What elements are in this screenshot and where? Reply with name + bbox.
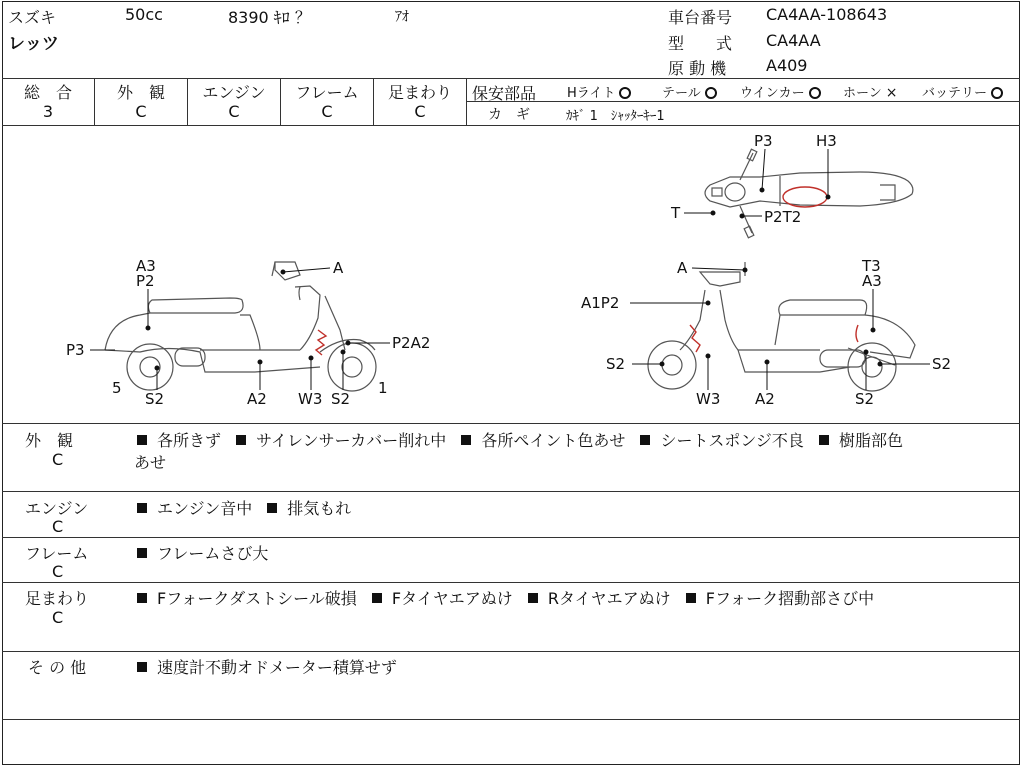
engine-grade: C: [228, 102, 240, 121]
suspension-grade: C: [414, 102, 426, 121]
note-label-engine: エンジン: [25, 499, 89, 518]
bullet-icon: [640, 435, 650, 445]
color: ｱｵ: [395, 9, 409, 25]
overall-label: 総 合: [23, 83, 72, 102]
maker: スズキ: [8, 8, 57, 27]
note-label-other: そ の 他: [28, 658, 87, 677]
bullet-icon: [137, 503, 147, 513]
model-name: レッツ: [8, 34, 59, 54]
bullet-icon: [686, 593, 696, 603]
label-left-a2: A2: [247, 390, 267, 408]
label-left-a: A: [333, 259, 344, 277]
note-item: シートスポンジ不良: [660, 431, 804, 450]
note-item: 各所きず: [157, 431, 222, 450]
frame-grade-label: フレーム: [295, 83, 359, 102]
label-left-p2: P2: [136, 272, 155, 290]
divider: [2, 719, 1020, 720]
ok-mark-icon: [619, 87, 631, 99]
divider: [2, 537, 1020, 538]
engine-model-value: A409: [766, 56, 808, 75]
note-item: Fフォークダストシール破損: [157, 589, 357, 608]
divider: [2, 582, 1020, 583]
scooter-diagram: [0, 126, 1024, 423]
type-label: 型 式: [668, 34, 733, 53]
label-top-p2t2: P2T2: [764, 208, 802, 226]
mileage: 8390 ｷﾛ ？: [228, 8, 311, 27]
note-item: 各所ペイント色あせ: [481, 431, 626, 450]
ng-mark-icon: ×: [885, 85, 898, 101]
label-right-s2b: S2: [932, 355, 952, 373]
chassis-value: CA4AA-108643: [766, 5, 888, 24]
engine-grade-label: エンジン: [202, 83, 266, 102]
displacement: 50cc: [125, 5, 163, 24]
suspension-grade-label: 足まわり: [387, 83, 452, 102]
keys-label: カ ギ: [488, 107, 530, 123]
damage-mark-top: [783, 187, 827, 207]
label-left-s2b: S2: [331, 390, 351, 408]
safety-item-winker: ウインカー: [740, 82, 821, 101]
note-item: 樹脂部色: [839, 431, 904, 450]
chassis-label: 車台番号: [668, 8, 733, 27]
bullet-icon: [236, 435, 246, 445]
note-grade-engine: C: [52, 517, 64, 536]
bullet-icon: [137, 662, 147, 672]
divider: [2, 78, 1020, 79]
bullet-icon: [372, 593, 382, 603]
divider: [466, 78, 467, 125]
label-left-p3: P3: [66, 341, 85, 359]
note-continuation-exterior: あせ: [134, 453, 167, 472]
label-right-a3: A3: [862, 272, 882, 290]
bullet-icon: [528, 593, 538, 603]
note-items-other: [137, 655, 407, 678]
bullet-icon: [137, 435, 147, 445]
label-right-t3: T3: [862, 257, 881, 275]
safety-item-battery: バッテリー: [922, 82, 1003, 101]
label-right-s2a: S2: [606, 355, 626, 373]
overall-grade: 3: [42, 102, 54, 121]
note-label-frame: フレーム: [25, 544, 89, 563]
label-right-s2c: S2: [855, 390, 875, 408]
bullet-icon: [819, 435, 829, 445]
ok-mark-icon: [809, 87, 821, 99]
label-right-a: A: [677, 259, 688, 277]
note-item: Fタイヤエアぬけ: [391, 589, 513, 608]
damage-mark-right-rear: [856, 325, 858, 342]
exterior-grade: C: [135, 102, 147, 121]
bullet-icon: [461, 435, 471, 445]
note-item: 速度計不動オドメーター積算せず: [157, 658, 397, 677]
label-left-1: 1: [378, 379, 388, 397]
bullet-icon: [137, 593, 147, 603]
safety-item-headlight: Hライト: [567, 82, 631, 101]
label-left-w3: W3: [298, 390, 323, 408]
type-value: CA4AA: [766, 31, 821, 50]
safety-label: 保安部品: [472, 84, 537, 103]
note-item: 排気もれ: [287, 499, 352, 518]
label-left-p2a2: P2A2: [392, 334, 431, 352]
label-top-t: T: [671, 204, 681, 222]
label-left-5: 5: [112, 379, 122, 397]
label-right-a2: A2: [755, 390, 775, 408]
divider: [466, 101, 1020, 102]
label-right-a1p2: A1P2: [581, 294, 620, 312]
bullet-icon: [267, 503, 277, 513]
engine-model-label: 原 動 機: [668, 59, 727, 78]
note-item: Rタイヤエアぬけ: [547, 589, 671, 608]
safety-item-horn: ホーン ×: [843, 85, 898, 101]
divider: [2, 491, 1020, 492]
note-items-frame: [137, 541, 278, 564]
ok-mark-icon: [991, 87, 1003, 99]
top-view-scooter: [705, 149, 913, 238]
note-items-suspension: [137, 586, 884, 609]
note-item: Fフォーク摺動部さび中: [705, 589, 875, 608]
keys-value: ｶｷﾞ 1 ｼｬｯﾀｰｷｰ1: [566, 109, 665, 124]
note-item: サイレンサーカバー削れ中: [256, 431, 447, 450]
note-item: エンジン音中: [157, 499, 253, 518]
label-left-a3: A3: [136, 257, 156, 275]
label-top-h3: H3: [816, 132, 837, 150]
note-grade-suspension: C: [52, 608, 64, 627]
label-right-w3: W3: [696, 390, 721, 408]
label-left-s2a: S2: [145, 390, 165, 408]
divider: [2, 423, 1020, 424]
frame-grade: C: [321, 102, 333, 121]
note-items-engine: [137, 496, 361, 519]
divider: [2, 651, 1020, 652]
note-label-suspension: 足まわり: [25, 589, 90, 608]
safety-item-tail: テール: [662, 82, 717, 101]
note-grade-exterior: C: [52, 450, 64, 469]
label-top-p3: P3: [754, 132, 773, 150]
ok-mark-icon: [705, 87, 717, 99]
note-item: フレームさび大: [157, 544, 269, 563]
note-grade-frame: C: [52, 562, 64, 581]
note-items-exterior: [137, 428, 913, 451]
note-label-exterior: 外 観: [25, 431, 74, 450]
exterior-label: 外 観: [116, 83, 165, 102]
bullet-icon: [137, 548, 147, 558]
